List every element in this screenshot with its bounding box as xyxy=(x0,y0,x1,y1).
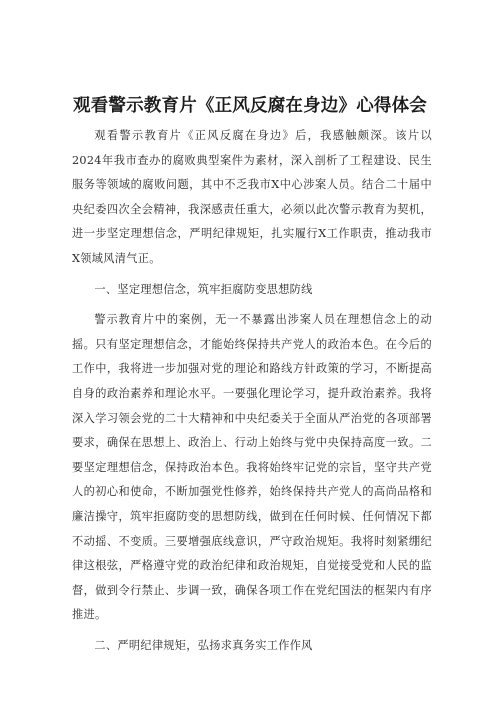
document-body xyxy=(72,124,432,658)
section-heading-1: 一、坚定理想信念，筑牢拒腐防变思想防线 xyxy=(94,282,313,296)
document-title: 观看警示教育片《正风反腐在身边》心得体会 xyxy=(73,96,427,116)
paragraph-section-1: 警示教育片中的案例，无一不暴露出涉案人员在理想信念上的动摇。只有坚定理想信念，才能始终保持共产党人的政治本色。在今后的工作中，我将进一步加强对党的理论和路线方针政策的学习，不断提高自身的政治素养和理论水平。一要强化理论学习，提升政治素养。我将深入学习领会党的二十大精神和中央纪委关于全面从严治党的各项部署要求，确保在思想上、政治上、行动上始终与党中央保持高度一致。二要坚定理想信念，保持政治本色。我将始终牢记党的宗旨，坚守共产党人的初心和使命，不断加强党性修养，始终保持共产党人的高尚品格和廉洁操守，筑牢拒腐防变的思想防线，做到在任何时候、任何情况下都不动摇、不变质。三要增强底线意识，严守政治规矩。我将时刻紧绷纪律这根弦，严格遵守党的政治纪律和政治规矩，自觉接受党和人民的监督，做到令行禁止、步调一致，确保各项工作在党纪国法的框架内有序推进。 xyxy=(72,313,432,622)
section-heading-2: 二、严明纪律规矩，弘扬求真务实工作作风 xyxy=(94,638,313,652)
paragraph-intro: 观看警示教育片《正风反腐在身边》后，我感触颇深。该片以2024年我市查办的腐败典型案件为素材，深入剖析了工程建设、民生服务等领域的腐败问题，其中不乏我市X中心涉案人员。结合二十届中央纪委四次全会精神，我深感责任重大，必须以此次警示教育为契机，进一步坚定理想信念，严明纪律规矩，扎实履行X工作职责，推动我市X领域风清气正。 xyxy=(72,129,432,265)
